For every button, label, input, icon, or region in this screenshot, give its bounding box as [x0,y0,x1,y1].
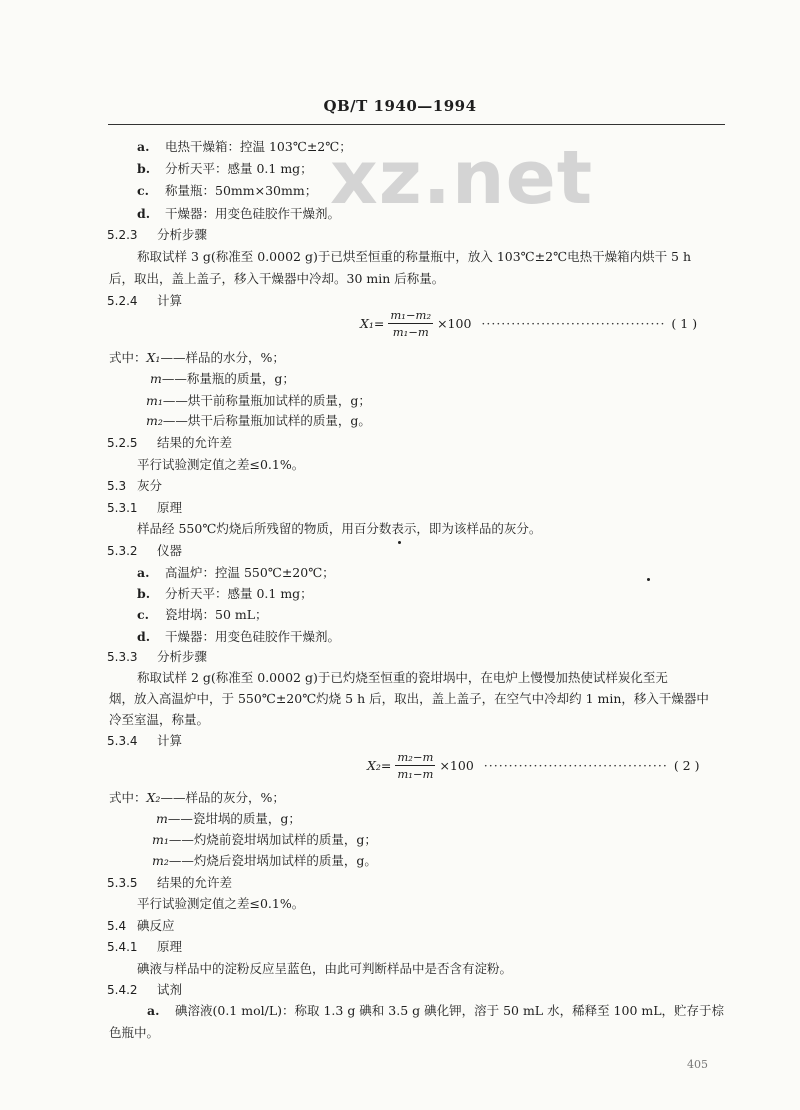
section-heading: 5.3.1 原理 [107,500,183,515]
paragraph-line: 平行试验测定值之差≤0.1%。 [137,457,305,472]
variable-definition: 式中：X₁——样品的水分，%； [109,350,285,365]
variable-definition: 式中：X₂——样品的灰分，%； [109,790,285,805]
equation-number: ( 2 ) [673,758,700,773]
list-item: d. 干燥器：用变色硅胶作干燥剂。 [137,629,341,644]
list-item: b. 分析天平：感量 0.1 mg； [137,161,313,176]
section-heading: 5.3 灰分 [107,478,163,493]
scan-speck [398,541,401,544]
variable-definition: m——瓷坩埚的质量，g； [156,811,301,826]
section-heading: 5.3.4 计算 [107,733,183,748]
standard-header: QB/T 1940—1994 [323,97,477,115]
section-heading: 5.4.1 原理 [107,939,183,954]
formula-1: X₁= $\frac{\text{m₁−m₂}}{\text{m₁−m}}$ ×100 ····································· ( 1 ) [360,308,698,339]
list-item: a. 高温炉：控温 550℃±20℃； [137,565,335,580]
section-heading: 5.3.5 结果的允许差 [107,875,233,890]
section-heading: 5.4 碘反应 [107,918,175,933]
section-heading: 5.2.5 结果的允许差 [107,435,233,450]
page-number: 405 [687,1058,708,1071]
paragraph-line: 平行试验测定值之差≤0.1%。 [137,896,305,911]
section-heading: 5.3.2 仪器 [107,543,183,558]
list-item: c. 称量瓶：50mm×30mm； [137,183,318,198]
list-item: c. 瓷坩埚：50 mL； [137,607,268,622]
list-item: a. 电热干燥箱：控温 103℃±2℃； [137,139,352,154]
variable-definition: m₁——烘干前称量瓶加试样的质量，g； [146,393,371,408]
section-heading: 5.4.2 试剂 [107,982,183,997]
paragraph-line: 称取试样 2 g(称准至 0.0002 g)于已灼烧至恒重的瓷坩埚中，在电炉上慢慢加热使试样炭化至无 [137,670,668,685]
equation-number: ( 1 ) [671,316,698,331]
list-item: d. 干燥器：用变色硅胶作干燥剂。 [137,206,341,221]
section-heading: 5.2.3 分析步骤 [107,227,208,242]
paragraph-line: 烟，放入高温炉中，于 550℃±20℃灼烧 5 h 后，取出，盖上盖子，在空气中冷却约 1 min，移入干燥器中 [109,691,709,706]
header-rule [108,124,725,125]
paragraph-line: 冷至室温，称量。 [109,712,210,727]
watermark: xz.net [330,135,594,221]
list-item: b. 分析天平：感量 0.1 mg； [137,586,313,601]
variable-definition: m₁——灼烧前瓷坩埚加试样的质量，g； [152,832,377,847]
paragraph-line: 色瓶中。 [109,1025,160,1040]
variable-definition: m₂——灼烧后瓷坩埚加试样的质量，g。 [152,853,377,868]
variable-definition: m₂——烘干后称量瓶加试样的质量，g。 [146,413,371,428]
paragraph-line: 称取试样 3 g(称准至 0.0002 g)于已烘至恒重的称量瓶中，放入 103℃±2℃电热干燥箱内烘干 5 h [137,249,692,264]
scan-speck [647,578,650,581]
paragraph-line: 样品经 550℃灼烧后所残留的物质，用百分数表示，即为该样品的灰分。 [137,521,542,536]
paragraph-line: 后，取出，盖上盖子，移入干燥器中冷却。30 min 后称量。 [109,271,445,286]
section-heading: 5.3.3 分析步骤 [107,649,208,664]
variable-definition: m——称量瓶的质量，g； [150,371,295,386]
formula-2: X₂= $\frac{\text{m₂−m}}{\text{m₁−m}}$ ×100 ····································· ( 2 ) [367,750,700,781]
section-heading: 5.2.4 计算 [107,293,183,308]
paragraph-line: 碘液与样品中的淀粉反应呈蓝色，由此可判断样品中是否含有淀粉。 [137,961,513,976]
list-item: a. 碘溶液(0.1 mol/L)：称取 1.3 g 碘和 3.5 g 碘化钾，溶于 50 mL 水，稀释至 100 mL，贮存于棕 [147,1003,725,1018]
